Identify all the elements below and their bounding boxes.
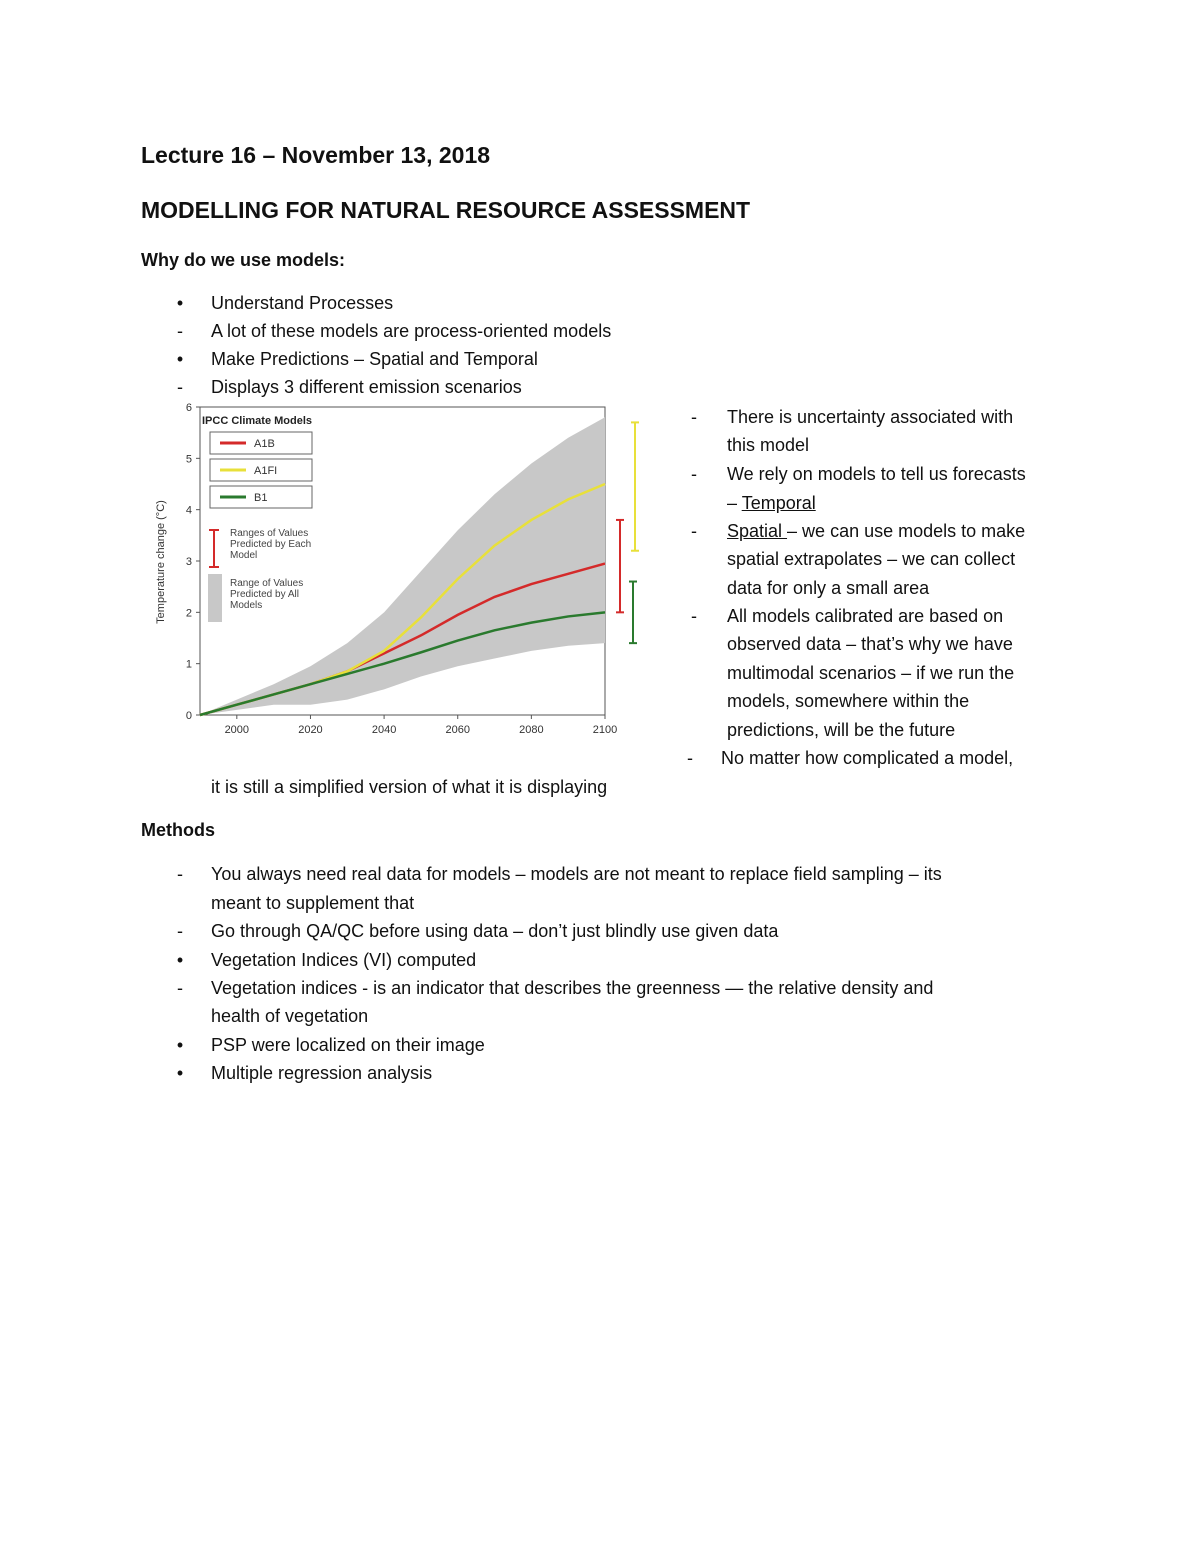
- dash-marker: -: [177, 978, 183, 998]
- legend-label-a1b: A1B: [254, 438, 275, 450]
- x-tick-label: 2000: [224, 724, 250, 736]
- bullet-marker: •: [176, 349, 184, 369]
- note-text: – Temporal: [727, 493, 816, 513]
- note-text: models, somewhere within the: [727, 691, 970, 711]
- list-item-text: Make Predictions – Spatial and Temporal: [211, 349, 538, 369]
- methods-heading: Methods: [141, 820, 215, 840]
- x-tick-label: 2060: [445, 724, 470, 736]
- dash-marker: -: [691, 464, 697, 484]
- dash-marker: -: [177, 921, 183, 941]
- x-tick-label: 2100: [592, 724, 618, 736]
- legend-label-a1fi: A1FI: [254, 465, 278, 477]
- dash-marker: -: [177, 377, 183, 397]
- note-text: it is still a simplified version of what it is displaying: [211, 777, 608, 797]
- note-text: spatial extrapolates – we can collect: [727, 549, 1016, 569]
- bullet-marker: •: [176, 1063, 184, 1083]
- note-text: We rely on models to tell us forecasts: [727, 464, 1026, 484]
- section-title: MODELLING FOR NATURAL RESOURCE ASSESSMENT: [141, 197, 751, 223]
- bullet-marker: •: [176, 950, 184, 970]
- note-text: No matter how complicated a model,: [721, 748, 1014, 768]
- dash-marker: -: [177, 321, 183, 341]
- list-item-text: PSP were localized on their image: [211, 1035, 485, 1055]
- y-tick-label: 5: [185, 453, 192, 466]
- note-text: multimodal scenarios – if we run the: [727, 663, 1015, 683]
- list-item-text: Multiple regression analysis: [211, 1063, 433, 1083]
- list-item-text: Vegetation Indices (VI) computed: [211, 950, 477, 970]
- note-text: Spatial – we can use models to make: [727, 521, 1026, 541]
- list-item-text: Understand Processes: [211, 293, 394, 313]
- dash-marker: -: [691, 606, 697, 626]
- y-tick-label: 1: [185, 658, 192, 671]
- y-tick-label: 4: [185, 504, 192, 517]
- y-tick-label: 0: [185, 710, 192, 722]
- list-item-text: You always need real data for models – models are not meant to replace field sampling – its: [211, 864, 942, 884]
- legend-label-b1: B1: [254, 492, 268, 504]
- dash-marker: -: [691, 407, 697, 427]
- note-text: this model: [727, 435, 810, 455]
- why-heading: Why do we use models:: [141, 250, 346, 270]
- list-item-text: Vegetation indices - is an indicator that describes the greenness — the relative density and: [211, 978, 934, 998]
- legend-range-all: Range of Values Predicted by All Models: [230, 578, 304, 611]
- page-title: Lecture 16 – November 13, 2018: [141, 142, 491, 168]
- list-item-text: A lot of these models are process-oriented models: [211, 321, 612, 341]
- note-text: All models calibrated are based on: [727, 606, 1004, 626]
- bullet-marker: •: [176, 293, 184, 313]
- dash-marker: -: [177, 864, 183, 884]
- note-text: observed data – that’s why we have: [727, 634, 1013, 654]
- note-text: There is uncertainty associated with: [727, 407, 1014, 427]
- ipcc-climate-chart: [150, 402, 640, 747]
- y-tick-label: 2: [185, 607, 192, 620]
- x-tick-label: 2020: [298, 724, 323, 736]
- y-tick-label: 6: [185, 402, 192, 414]
- x-tick-label: 2080: [519, 724, 544, 736]
- legend-range-all-swatch: [208, 574, 222, 622]
- note-text: data for only a small area: [727, 578, 930, 598]
- dash-marker: -: [691, 521, 697, 541]
- list-item-text: Displays 3 different emission scenarios: [211, 377, 522, 397]
- y-axis-label: Temperature change (°C): [155, 500, 167, 624]
- legend-range-each: Ranges of Values Predicted by Each Model: [230, 528, 312, 561]
- dash-marker: -: [687, 748, 693, 768]
- list-item-text: Go through QA/QC before using data – don’t just blindly use given data: [211, 921, 779, 941]
- bullet-marker: •: [176, 1035, 184, 1055]
- chart-title: IPCC Climate Models: [202, 415, 313, 427]
- list-item-text: health of vegetation: [211, 1006, 369, 1026]
- x-tick-label: 2040: [371, 724, 397, 736]
- y-tick-label: 3: [185, 556, 192, 568]
- note-text: predictions, will be the future: [727, 720, 956, 740]
- list-item-text: meant to supplement that: [211, 893, 415, 913]
